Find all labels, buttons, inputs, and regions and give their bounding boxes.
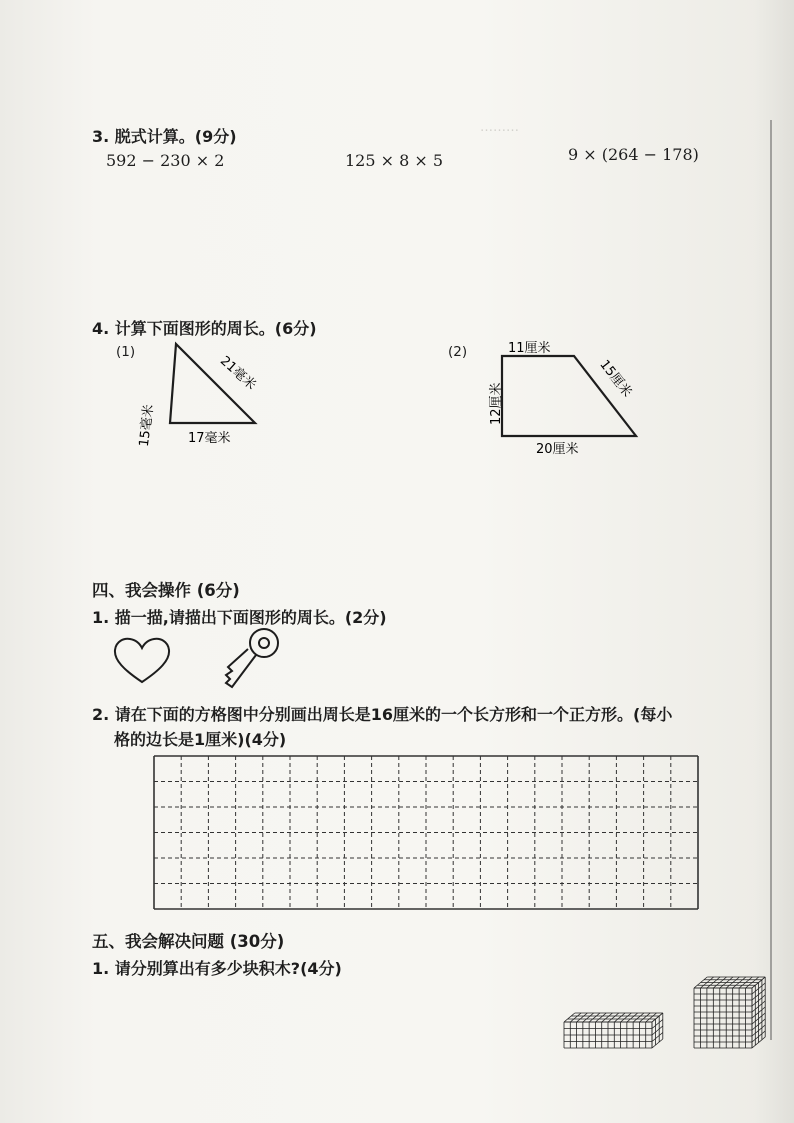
trapezoid-figure bbox=[478, 336, 648, 461]
block-lines bbox=[564, 1013, 663, 1048]
section4-q1: 1. 描一描,请描出下面图形的周长。(2分) bbox=[92, 608, 387, 627]
triangle-figure bbox=[136, 340, 280, 450]
q4-fig1-label: (1) bbox=[116, 344, 136, 360]
heart-shape bbox=[115, 639, 169, 682]
section5-heading: 五、我会解决问题 (30分) bbox=[92, 932, 285, 951]
triangle-left-side-label: 15毫米 bbox=[136, 403, 157, 448]
key-shape bbox=[226, 629, 278, 687]
q3-expression-2: 125 × 8 × 5 bbox=[345, 151, 444, 170]
block-lines bbox=[694, 977, 765, 1048]
section4-q2-line1: 2. 请在下面的方格图中分别画出周长是16厘米的一个长方形和一个正方形。(每小 bbox=[92, 705, 673, 724]
q4-fig2-label: (2) bbox=[448, 344, 468, 360]
trapezoid-bottom-side-label: 20厘米 bbox=[536, 442, 579, 457]
heart-figure bbox=[112, 636, 172, 686]
trapezoid-left-side-label: 12厘米 bbox=[489, 382, 504, 425]
trapezoid-right-side-label: 15厘米 bbox=[596, 357, 635, 401]
section4-heading: 四、我会操作 (6分) bbox=[92, 581, 240, 600]
trapezoid-top-side-label: 11厘米 bbox=[508, 341, 551, 356]
q3-title: 3. 脱式计算。(9分) bbox=[92, 127, 237, 146]
q3-expression-1: 592 − 230 × 2 bbox=[106, 151, 225, 170]
square-grid[interactable] bbox=[150, 752, 710, 922]
triangle-bottom-side-label: 17毫米 bbox=[188, 431, 231, 446]
block-stack-flat bbox=[560, 1004, 670, 1054]
bleed-through-text: ……… bbox=[480, 120, 519, 135]
q3-expression-3: 9 × (264 − 178) bbox=[568, 145, 699, 164]
q4-title: 4. 计算下面图形的周长。(6分) bbox=[92, 319, 317, 338]
page-edge-shadow bbox=[754, 0, 794, 1123]
page-fold-line bbox=[770, 120, 772, 1040]
triangle-right-side-label: 21毫米 bbox=[216, 353, 259, 394]
section5-q1: 1. 请分别算出有多少块积木?(4分) bbox=[92, 959, 342, 978]
section4-q2-line2: 格的边长是1厘米)(4分) bbox=[114, 730, 287, 749]
key-figure bbox=[222, 625, 284, 703]
block-stack-cube bbox=[690, 966, 770, 1052]
